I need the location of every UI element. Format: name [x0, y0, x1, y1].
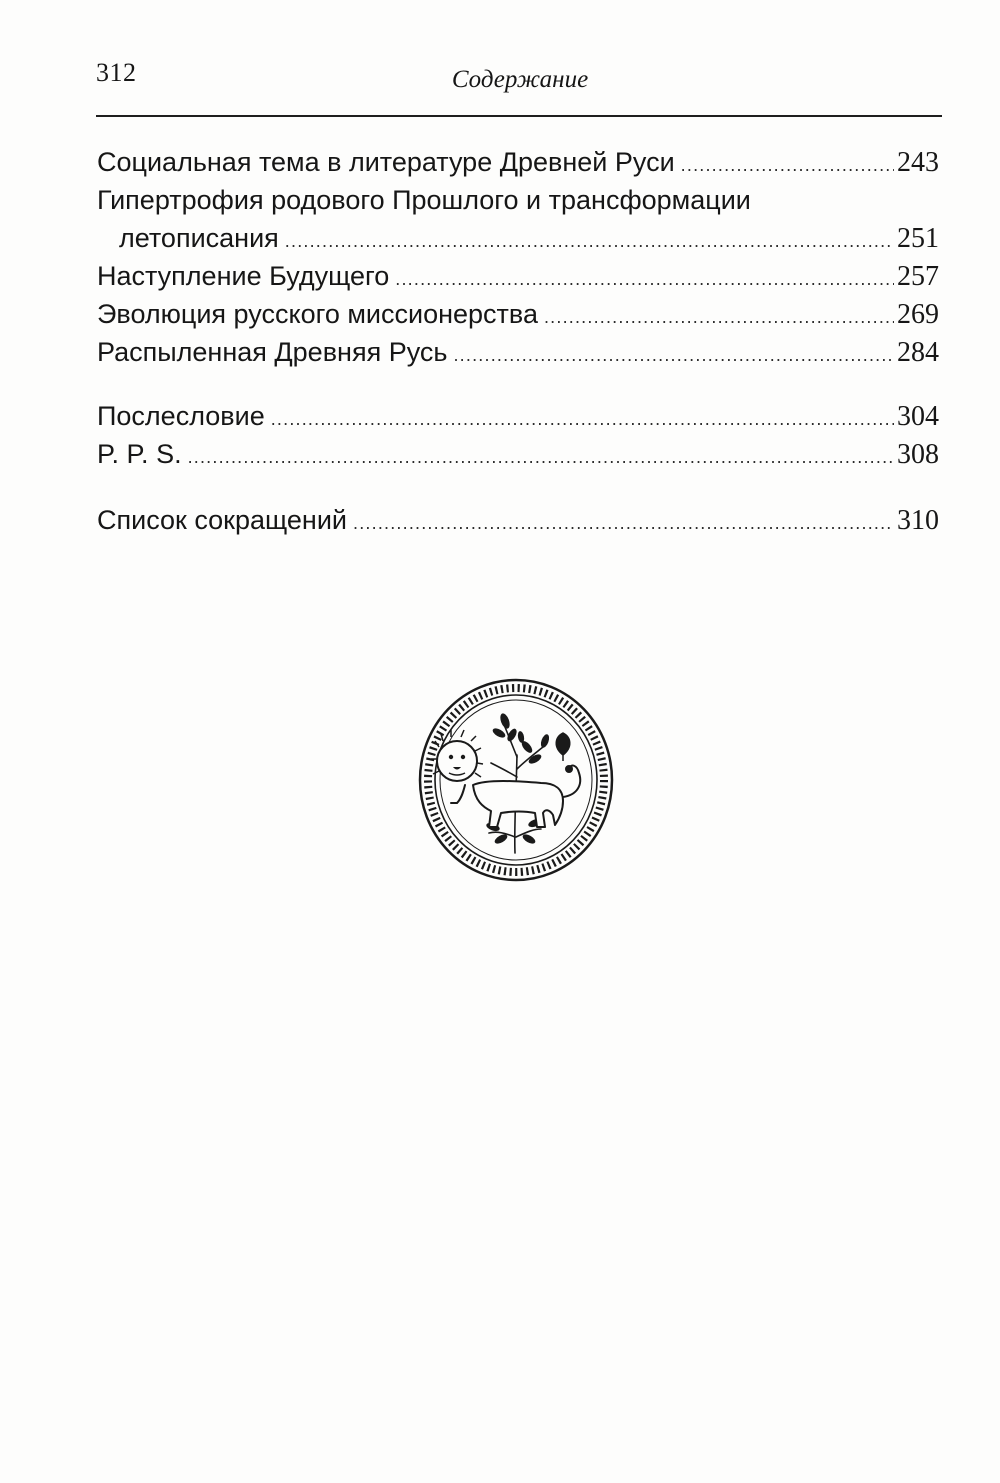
toc-entry[interactable] [97, 257, 939, 295]
running-title: Содержание [451, 66, 589, 93]
dot-leader [544, 298, 894, 336]
toc-entry-page: 304 [897, 401, 939, 432]
header-rule [96, 115, 942, 117]
toc-entry-title: Послесловие [97, 401, 265, 431]
dot-leader [453, 336, 894, 374]
toc-entry[interactable] [97, 501, 939, 539]
toc-entry-title: P. P. S. [97, 439, 182, 469]
toc-entry-page: 269 [897, 299, 939, 330]
toc-entry-title-line-1[interactable]: Гипертрофия родового Прошлого и трансформации [97, 185, 751, 215]
toc-entry[interactable] [97, 397, 939, 435]
dot-leader [285, 222, 894, 260]
toc-entry-title: Эволюция русского миссионерства [97, 299, 538, 329]
dot-leader [353, 504, 894, 542]
toc-entry-page: 308 [897, 439, 939, 470]
toc-entry-page: 310 [897, 505, 939, 536]
toc-entry-title: Список сокращений [97, 505, 348, 535]
toc-entry[interactable] [97, 219, 939, 257]
toc-entry[interactable] [97, 333, 939, 371]
toc-entry[interactable] [97, 295, 939, 333]
toc-entry-page: 243 [897, 147, 939, 178]
toc-entry-page: 251 [897, 223, 939, 254]
section-spacer [97, 473, 939, 501]
toc-entry-page: 284 [897, 337, 939, 368]
dot-leader [681, 146, 894, 184]
toc-entry[interactable] [97, 143, 939, 181]
dot-leader [395, 260, 894, 298]
toc-entry-page: 257 [897, 261, 939, 292]
toc-entry-title: Распыленная Древняя Русь [97, 337, 448, 367]
toc-entry-title: Социальная тема в литературе Древней Руси [97, 147, 675, 177]
table-of-contents [97, 143, 939, 539]
toc-entry-title: Наступление Будущего [97, 261, 390, 291]
toc-entry[interactable] [97, 435, 939, 473]
page-number: 312 [96, 58, 137, 87]
dot-leader [271, 400, 894, 438]
dot-leader [188, 438, 894, 476]
lion-emblem-icon [417, 677, 615, 883]
toc-entry-title: летописания [119, 223, 279, 253]
section-spacer [97, 371, 939, 397]
